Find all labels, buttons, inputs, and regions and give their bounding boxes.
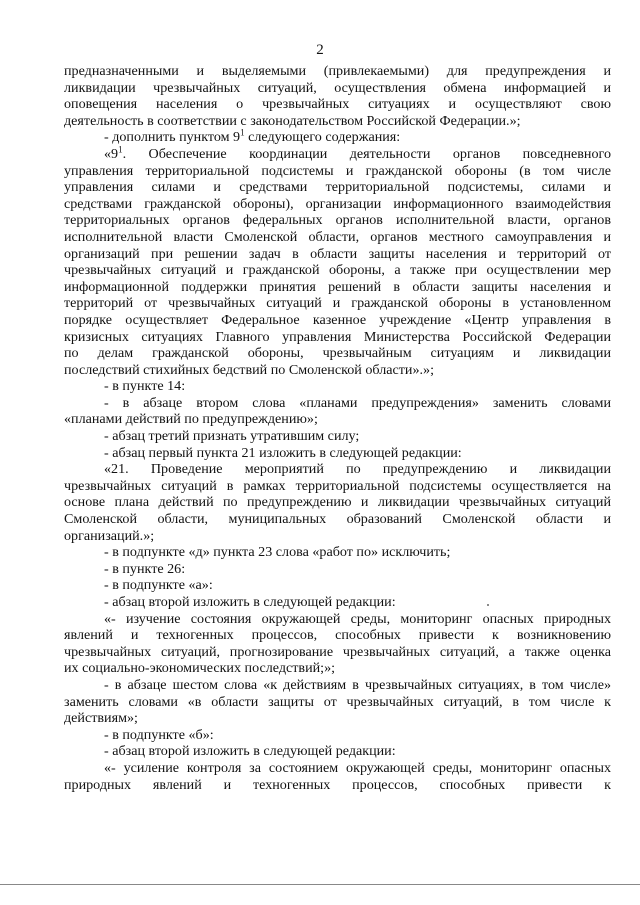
superscript-index: 1: [118, 144, 123, 155]
text-line-content: - в пункте 14:: [104, 378, 186, 395]
text-line-content: - дополнить пунктом 9: [104, 129, 241, 146]
text-line-content: их социально-экономических последствий;»;: [64, 660, 336, 677]
text-line: [64, 80, 611, 97]
text-line-content: - абзац третий признать утратившим силу;: [104, 428, 360, 445]
text-line: [64, 295, 611, 312]
text-line-content: информационной поддержки принятия решений в области защиты населения и: [64, 278, 611, 295]
text-line: [64, 660, 611, 677]
text-line: [64, 478, 611, 495]
text-line-content: заменить словами «в области защиты от чрезвычайных ситуаций, в том числе к: [64, 693, 611, 710]
text-line-content: чрезвычайных ситуаций и гражданской обороны, а также при осуществлении мер: [64, 262, 611, 279]
text-line-content: - абзац второй изложить в следующей редакции:: [104, 743, 396, 760]
text-line: [64, 511, 611, 528]
text-line: [64, 179, 611, 196]
text-line-content: по делам гражданской обороны, чрезвычайным ситуациям и ликвидации: [64, 345, 611, 362]
text-line-content: «21. Проведение мероприятий по предупреждению и ликвидации: [104, 461, 611, 478]
text-line: [64, 329, 611, 346]
text-line-content: последствий стихийных бедствий по Смоленской области».»;: [64, 361, 434, 378]
text-line-content: основе плана действий по предупреждению и ликвидации чрезвычайных ситуаций: [64, 494, 611, 511]
text-line-content: «- усиление контроля за состоянием окружающей среды, мониторинг опасных: [104, 759, 611, 776]
text-line: [64, 395, 611, 412]
text-line: [64, 611, 611, 628]
text-line-content: управления силами и средствами территориальной подсистемы, силами и: [64, 179, 611, 196]
text-line-content: - в подпункте «д» пункта 23 слова «работ по» исключить;: [104, 544, 451, 561]
text-line: [64, 445, 611, 462]
text-line-continuation: . Обеспечение координации деятельности органов повседневного: [122, 145, 611, 162]
text-line-content: организаций.»;: [64, 527, 155, 544]
text-line-content: «9: [104, 145, 119, 162]
text-line: [64, 378, 611, 395]
text-line-content: «планами действий по предупреждению»;: [64, 411, 318, 428]
text-line-content: чрезвычайных ситуаций в рамках территориальной подсистемы осуществляется на: [64, 477, 611, 494]
text-line: [64, 461, 611, 478]
text-line: [64, 544, 611, 561]
text-line-content: предназначенными и выделяемыми (привлекаемыми) для предупреждения и: [64, 63, 611, 79]
text-line: [64, 279, 611, 296]
text-line: [64, 96, 611, 113]
text-line-content: оповещения населения о чрезвычайных ситуациях и осуществляют свою: [64, 96, 611, 113]
text-line: [64, 345, 611, 362]
text-line-content: средствами гражданской обороны), организации информационного взаимодействия: [64, 195, 611, 212]
superscript-index: 1: [240, 127, 245, 138]
scan-bottom-edge: [0, 884, 640, 885]
text-line: [64, 743, 611, 760]
text-line-content: территорий от чрезвычайных ситуаций и гражданской обороны в установленном: [64, 295, 611, 312]
text-line-content: - в пункте 26:: [104, 560, 186, 577]
text-line: [64, 694, 611, 711]
text-line-content: исполнительной власти Смоленской области, органов местного самоуправления и: [64, 228, 611, 245]
text-line: [64, 577, 611, 594]
text-line: [64, 494, 611, 511]
text-line: [64, 229, 611, 246]
text-line-content: деятельность в соответствии с законодательством Российской Федерации.»;: [64, 112, 521, 129]
text-line: [64, 312, 611, 329]
text-line-content: - абзац первый пункта 21 изложить в следующей редакции:: [104, 444, 462, 461]
text-line-content: - в подпункте «а»:: [104, 577, 213, 594]
text-line: [64, 594, 611, 611]
text-line-content: природных явлений и техногенных процессов, способных привести к: [64, 776, 611, 793]
text-line: [64, 246, 611, 263]
text-line-content: - абзац второй изложить в следующей редакции:: [104, 594, 396, 610]
text-line: [64, 196, 611, 213]
text-line: [64, 163, 611, 180]
text-line-content: порядке осуществляет Федеральное казенное учреждение «Центр управления в: [64, 311, 611, 328]
text-line-content: кризисных ситуациях Главного управления Министерства Российской Федерации: [64, 328, 611, 345]
text-line-continuation: следующего содержания:: [244, 129, 401, 146]
text-line-content: Смоленской области, муниципальных образований Смоленской области и: [64, 511, 611, 528]
text-line-content: управления территориальной подсистемы и гражданской обороны (в том числе: [64, 162, 611, 179]
text-line: [64, 362, 611, 379]
text-line-content: - в абзаце шестом слова «к действиям в чрезвычайных ситуациях, в том числе»: [104, 676, 611, 693]
text-line: [64, 146, 611, 163]
text-line: [64, 710, 611, 727]
text-line: [64, 528, 611, 545]
text-line-content: чрезвычайных ситуаций, прогнозирование чрезвычайных ситуаций, а также оценка: [64, 643, 611, 660]
text-line: [64, 777, 611, 794]
text-line-content: организаций при решении задач в области защиты населения и территорий от: [64, 245, 611, 262]
text-line: [64, 727, 611, 744]
text-line: [64, 63, 611, 80]
text-line-content: ликвидации чрезвычайных ситуаций, осуществления обмена информацией и: [64, 79, 611, 96]
document-body: [64, 63, 611, 793]
text-line-content: территориальных органов федеральных органов исполнительной власти, органов: [64, 212, 611, 229]
text-line: [64, 113, 611, 130]
text-line-content: - в абзаце втором слова «планами предупреждения» заменить словами: [104, 394, 611, 411]
page-number: 2: [316, 42, 324, 58]
text-line: [64, 411, 611, 428]
scan-artifact-dot: [487, 604, 489, 606]
text-line-content: явлений и техногенных процессов, способных привести к возникновению: [64, 627, 611, 644]
text-line: [64, 677, 611, 694]
text-line: [64, 212, 611, 229]
text-line: [64, 129, 611, 146]
text-line: [64, 627, 611, 644]
text-line: [64, 644, 611, 661]
text-line-content: «- изучение состояния окружающей среды, мониторинг опасных природных: [104, 610, 611, 627]
text-line-content: - в подпункте «б»:: [104, 726, 214, 743]
text-line: [64, 760, 611, 777]
text-line: [64, 561, 611, 578]
text-line: [64, 262, 611, 279]
text-line-content: действиям»;: [64, 710, 138, 727]
text-line: [64, 428, 611, 445]
